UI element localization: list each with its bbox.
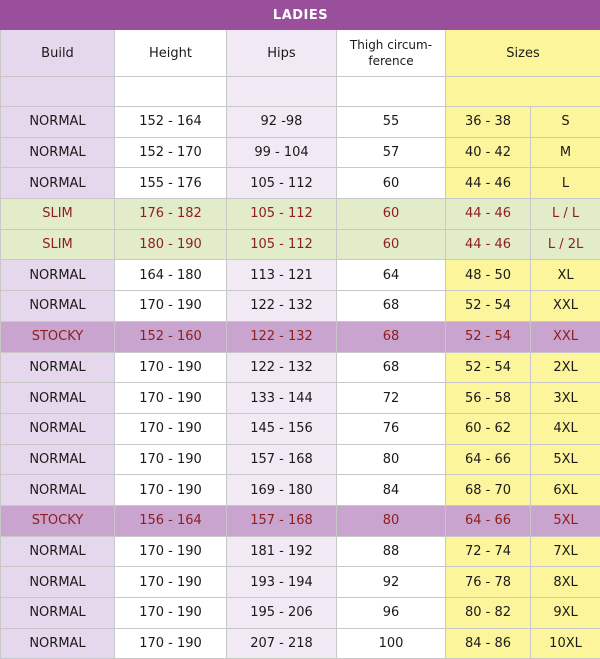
cell-hips: 105 - 112 <box>227 168 337 199</box>
cell-eu-size: 36 - 38 <box>446 107 531 138</box>
table-row <box>1 475 600 506</box>
cell-height: 170 - 190 <box>115 475 227 506</box>
cell-thigh: 88 <box>337 536 446 567</box>
header-sizes: Sizes <box>446 30 600 77</box>
cell-thigh: 55 <box>337 107 446 138</box>
table-row <box>1 567 600 598</box>
cell-hips: 99 - 104 <box>227 137 337 168</box>
cell-thigh: 68 <box>337 321 446 352</box>
cell-eu-size: 52 - 54 <box>446 352 531 383</box>
header-row <box>1 30 600 77</box>
cell-build: NORMAL <box>1 291 115 322</box>
table-row <box>1 536 600 567</box>
cell-build: NORMAL <box>1 413 115 444</box>
table-row <box>1 260 600 291</box>
cell-build: NORMAL <box>1 168 115 199</box>
table-row <box>1 199 600 230</box>
cell-size: 6XL <box>531 475 600 506</box>
cell-size: 5XL <box>531 444 600 475</box>
cell-size: 5XL <box>531 505 600 536</box>
cell-thigh: 64 <box>337 260 446 291</box>
cell-height: 180 - 190 <box>115 229 227 260</box>
cell-build: NORMAL <box>1 567 115 598</box>
cell-eu-size: 76 - 78 <box>446 567 531 598</box>
cell-build: NORMAL <box>1 536 115 567</box>
cell-hips: 145 - 156 <box>227 413 337 444</box>
cell-height: 176 - 182 <box>115 199 227 230</box>
table-row <box>1 383 600 414</box>
cell-height: 152 - 160 <box>115 321 227 352</box>
cell-hips: 122 - 132 <box>227 321 337 352</box>
cell-thigh: 96 <box>337 598 446 629</box>
cell-height: 170 - 190 <box>115 628 227 659</box>
cell-thigh: 68 <box>337 352 446 383</box>
cell-size: M <box>531 137 600 168</box>
cell-height: 170 - 190 <box>115 413 227 444</box>
cell-eu-size: 80 - 82 <box>446 598 531 629</box>
header-thigh-line2: ference <box>368 54 413 68</box>
cell-height: 155 - 176 <box>115 168 227 199</box>
cell-eu-size: 44 - 46 <box>446 229 531 260</box>
cell-build: NORMAL <box>1 598 115 629</box>
cell-height: 170 - 190 <box>115 567 227 598</box>
table-row <box>1 291 600 322</box>
cell-build: NORMAL <box>1 628 115 659</box>
cell-thigh: 68 <box>337 291 446 322</box>
cell-height: 152 - 164 <box>115 107 227 138</box>
cell-build: STOCKY <box>1 321 115 352</box>
cell-size: L / 2L <box>531 229 600 260</box>
header-build: Build <box>1 30 115 77</box>
cell-thigh: 92 <box>337 567 446 598</box>
table-row <box>1 628 600 659</box>
cell-build: SLIM <box>1 199 115 230</box>
cell-eu-size: 52 - 54 <box>446 291 531 322</box>
cell-eu-size: 44 - 46 <box>446 168 531 199</box>
cell-size: S <box>531 107 600 138</box>
cell-hips: 193 - 194 <box>227 567 337 598</box>
cell-hips: 169 - 180 <box>227 475 337 506</box>
cell-size: 4XL <box>531 413 600 444</box>
cell-thigh: 84 <box>337 475 446 506</box>
cell-hips: 207 - 218 <box>227 628 337 659</box>
cell-build: NORMAL <box>1 383 115 414</box>
cell-hips: 105 - 112 <box>227 229 337 260</box>
cell-build: STOCKY <box>1 505 115 536</box>
table-row <box>1 321 600 352</box>
table-row <box>1 444 600 475</box>
cell-hips: 181 - 192 <box>227 536 337 567</box>
table-row <box>1 229 600 260</box>
table-row <box>1 137 600 168</box>
cell-thigh: 60 <box>337 229 446 260</box>
cell-hips: 195 - 206 <box>227 598 337 629</box>
cell-size: L <box>531 168 600 199</box>
header-spacer-row <box>1 77 600 107</box>
header-thigh-line1: Thigh circum- <box>350 38 432 52</box>
cell-size: 7XL <box>531 536 600 567</box>
cell-size: 2XL <box>531 352 600 383</box>
table-row <box>1 598 600 629</box>
cell-hips: 157 - 168 <box>227 444 337 475</box>
cell-eu-size: 40 - 42 <box>446 137 531 168</box>
header-hips: Hips <box>227 30 337 77</box>
cell-thigh: 60 <box>337 168 446 199</box>
cell-size: XXL <box>531 321 600 352</box>
cell-build: NORMAL <box>1 475 115 506</box>
cell-eu-size: 68 - 70 <box>446 475 531 506</box>
table-row <box>1 352 600 383</box>
cell-hips: 122 - 132 <box>227 291 337 322</box>
cell-build: SLIM <box>1 229 115 260</box>
cell-size: XXL <box>531 291 600 322</box>
cell-eu-size: 84 - 86 <box>446 628 531 659</box>
cell-build: NORMAL <box>1 107 115 138</box>
cell-height: 170 - 190 <box>115 536 227 567</box>
cell-eu-size: 52 - 54 <box>446 321 531 352</box>
cell-build: NORMAL <box>1 352 115 383</box>
cell-build: NORMAL <box>1 137 115 168</box>
cell-hips: 92 -98 <box>227 107 337 138</box>
cell-thigh: 60 <box>337 199 446 230</box>
cell-eu-size: 64 - 66 <box>446 505 531 536</box>
cell-size: 9XL <box>531 598 600 629</box>
cell-hips: 113 - 121 <box>227 260 337 291</box>
cell-size: L / L <box>531 199 600 230</box>
cell-build: NORMAL <box>1 260 115 291</box>
cell-height: 170 - 190 <box>115 291 227 322</box>
cell-build: NORMAL <box>1 444 115 475</box>
cell-height: 170 - 190 <box>115 598 227 629</box>
cell-thigh: 72 <box>337 383 446 414</box>
table-row <box>1 107 600 138</box>
header-thigh <box>337 30 446 77</box>
cell-height: 156 - 164 <box>115 505 227 536</box>
cell-eu-size: 56 - 58 <box>446 383 531 414</box>
cell-thigh: 80 <box>337 444 446 475</box>
cell-hips: 105 - 112 <box>227 199 337 230</box>
cell-thigh: 57 <box>337 137 446 168</box>
cell-height: 170 - 190 <box>115 444 227 475</box>
cell-size: 10XL <box>531 628 600 659</box>
cell-eu-size: 64 - 66 <box>446 444 531 475</box>
cell-size: 8XL <box>531 567 600 598</box>
cell-height: 170 - 190 <box>115 383 227 414</box>
cell-thigh: 80 <box>337 505 446 536</box>
cell-eu-size: 44 - 46 <box>446 199 531 230</box>
cell-hips: 133 - 144 <box>227 383 337 414</box>
table-title: LADIES <box>1 1 600 30</box>
table-row <box>1 413 600 444</box>
cell-eu-size: 60 - 62 <box>446 413 531 444</box>
table-row <box>1 168 600 199</box>
cell-thigh: 100 <box>337 628 446 659</box>
cell-height: 170 - 190 <box>115 352 227 383</box>
cell-hips: 157 - 168 <box>227 505 337 536</box>
cell-size: XL <box>531 260 600 291</box>
cell-eu-size: 48 - 50 <box>446 260 531 291</box>
header-height: Height <box>115 30 227 77</box>
cell-height: 164 - 180 <box>115 260 227 291</box>
cell-thigh: 76 <box>337 413 446 444</box>
table-row <box>1 505 600 536</box>
cell-height: 152 - 170 <box>115 137 227 168</box>
cell-eu-size: 72 - 74 <box>446 536 531 567</box>
cell-size: 3XL <box>531 383 600 414</box>
cell-hips: 122 - 132 <box>227 352 337 383</box>
